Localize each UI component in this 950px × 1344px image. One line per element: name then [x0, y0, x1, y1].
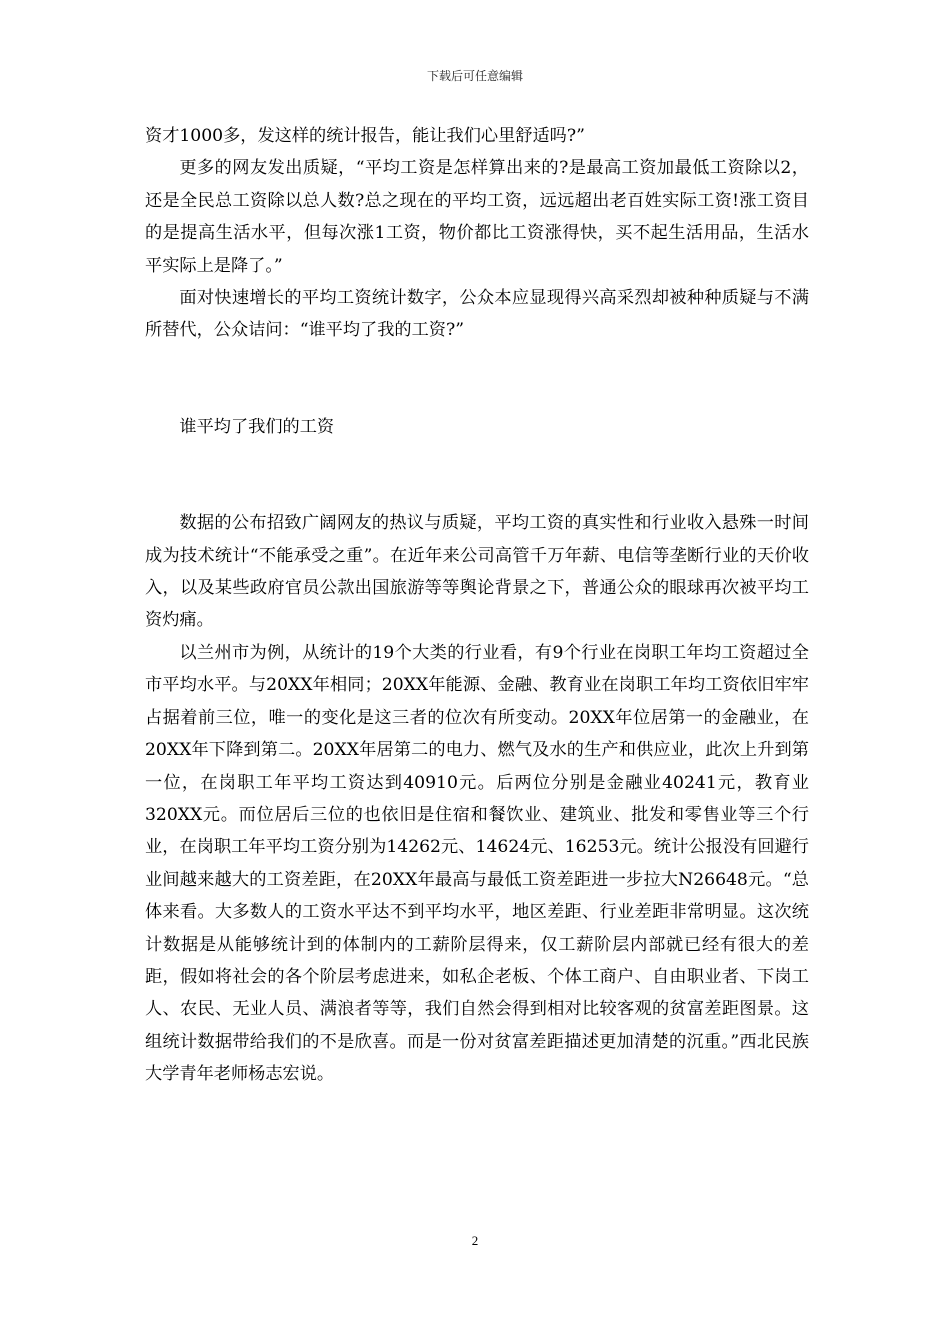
paragraph-lanzhou-example: 以兰州市为例，从统计的19个大类的行业看，有9个行业在岗职工年均工资超过全市平均水平。与20XX年相同；20XX年能源、金融、教育业在岗职工年均工资依旧牢牢占据着前三位，唯一的变化是这三者的位次有所变动。20XX年位居第一的金融业，在20XX年下降到第二。20XX年居第二的电力、燃气及水的生产和供应业，此次上升到第一位，在岗职工年平均工资达到40910元。后两位分别是金融业40241元，教育业320XX元。而位居后三位的也依旧是住宿和餐饮业、建筑业、批发和零售业等三个行业，在岗职工年平均工资分别为14262元、14624元、16253元。统计公报没有回避行业间越来越大的工资差距，在20XX年最高与最低工资差距进一步拉大N26648元。“总体来看。大多数人的工资水平达不到平均水平，地区差距、行业差距非常明显。这次统计数据是从能够统计到的体制内的工薪阶层得来，仅工薪阶层内部就已经有很大的差距，假如将社会的各个阶层考虑进来，如私企老板、个体工商户、自由职业者、下岗工人、农民、无业人员、满浪者等等，我们自然会得到相对比较客观的贫富差距图景。这组统计数据带给我们的不是欣喜。而是一份对贫富差距描述更加清楚的沉重。”西北民族大学青年老师杨志宏说。 [145, 642, 809, 1085]
document-body [145, 120, 809, 1091]
paragraph-netizen-doubts: 更多的网友发出质疑，“平均工资是怎样算出来的?是最高工资加最低工资除以2，还是全民总工资除以总人数?总之现在的平均工资，远远超出老百姓实际工资!涨工资目的是提高生活水平，但每次涨1工资，物价都比工资涨得快，买不起生活用品，生活水平实际上是降了。” [145, 158, 809, 276]
page-number: 2 [471, 1233, 479, 1248]
paragraph-continued: 资才1000多，发这样的统计报告，能让我们心里舒适吗?” [145, 126, 585, 146]
section-heading: 谁平均了我们的工资 [179, 416, 335, 437]
paragraph-public-question: 面对快速增长的平均工资统计数字，公众本应显现得兴高采烈却被种种质疑与不满所替代，公众诘问：“谁平均了我的工资?” [145, 288, 809, 341]
paragraph-data-release: 数据的公布招致广阔网友的热议与质疑，平均工资的真实性和行业收入悬殊一时间成为技术统计“不能承受之重”。在近年来公司高管千万年薪、电信等垄断行业的天价收入，以及某些政府官员公款出国旅游等等舆论背景之下，普通公众的眼球再次被平均工资灼痛。 [145, 513, 809, 631]
page-header: 下载后可任意编辑 [426, 69, 523, 83]
